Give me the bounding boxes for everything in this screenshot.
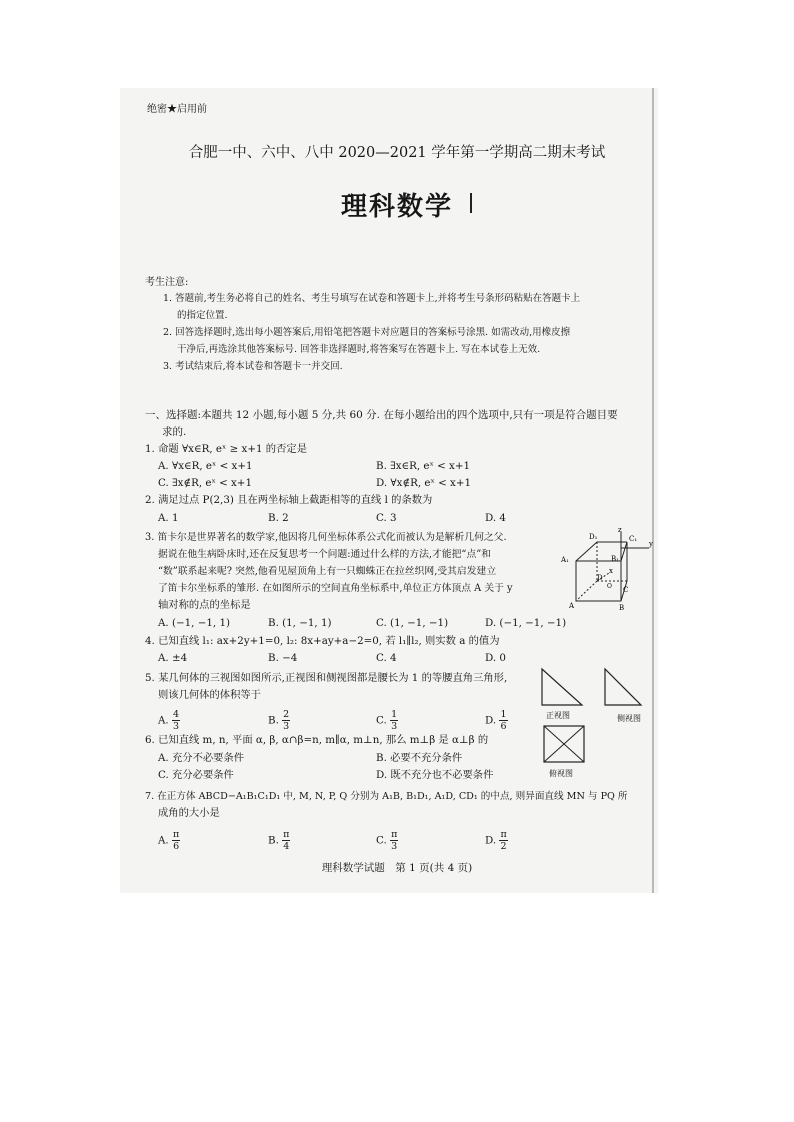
numerator: π bbox=[283, 829, 290, 840]
denominator: 3 bbox=[283, 721, 290, 732]
q3-option-a: A. (−1, −1, 1) bbox=[158, 617, 231, 629]
q2-stem: 2. 满足过点 P(2,3) 且在两坐标轴上截距相等的直线 l 的条数为 bbox=[145, 494, 433, 506]
section-heading: 一、选择题:本题共 12 小题,每小题 5 分,共 60 分. 在每小题给出的四个选项中,只有一项是符合题目要 bbox=[145, 409, 618, 421]
q3-option-d: D. (−1, −1, −1) bbox=[485, 617, 567, 629]
q4-option-b: B. −4 bbox=[268, 652, 298, 664]
q2-option-d: D. 4 bbox=[485, 512, 506, 524]
q3-cube-figure bbox=[555, 526, 655, 612]
note-line: 2. 回答选择题时,选出每小题答案后,用铅笔把答题卡对应题目的答案标号涂黑. 如需改动,用橡皮擦 bbox=[163, 327, 571, 338]
q4-stem: 4. 已知直线 l₁: ax+2y+1=0, l₂: 8x+ay+a−2=0, 若 l₁∥l₂, 则实数 a 的值为 bbox=[145, 635, 500, 647]
numerator: 2 bbox=[283, 709, 290, 720]
denominator: 3 bbox=[173, 721, 180, 732]
exam-title: 合肥一中、六中、八中 2020—2021 学年第一学期高二期末考试 bbox=[188, 145, 606, 161]
vertex-label-d1: D₁ bbox=[589, 533, 598, 541]
note-line: 的指定位置. bbox=[177, 310, 228, 321]
q7-option-a bbox=[158, 829, 180, 852]
denominator: 3 bbox=[391, 841, 398, 852]
q4-option-a: A. ±4 bbox=[158, 652, 188, 664]
denominator: 3 bbox=[391, 721, 398, 732]
q5-side-view-figure bbox=[603, 667, 643, 707]
q7-option-b-label: B. bbox=[268, 834, 279, 847]
q5-option-b-fraction bbox=[282, 709, 290, 732]
q7-option-c-label: C. bbox=[376, 834, 387, 847]
q7-option-d-label: D. bbox=[485, 834, 497, 847]
q5-option-a bbox=[158, 709, 180, 732]
confidential-label: 绝密★启用前 bbox=[147, 104, 207, 115]
q6-option-d: D. 既不充分也不必要条件 bbox=[376, 769, 494, 781]
q5-top-view-figure bbox=[542, 724, 586, 764]
page-footer: 理科数学试题 第 1 页(共 4 页) bbox=[321, 862, 473, 874]
q5-option-a-label: A. bbox=[158, 714, 169, 727]
q4-option-d: D. 0 bbox=[485, 652, 506, 664]
q7-option-a-fraction bbox=[172, 829, 180, 852]
q6-option-a: A. 充分不必要条件 bbox=[158, 752, 245, 764]
q7-stem-line: 成角的大小是 bbox=[158, 807, 220, 819]
vertex-label-b1: B₁ bbox=[611, 555, 619, 563]
q5-option-b-label: B. bbox=[268, 714, 279, 727]
q5-option-d bbox=[485, 709, 508, 732]
q1-stem: 1. 命题 ∀x∈R, eˣ ≥ x+1 的否定是 bbox=[145, 443, 307, 455]
q7-option-c bbox=[376, 829, 398, 852]
vertex-label-c1: C₁ bbox=[629, 535, 638, 543]
q2-option-a: A. 1 bbox=[158, 512, 179, 524]
q7-stem-line: 7. 在正方体 ABCD−A₁B₁C₁D₁ 中, M, N, P, Q 分别为 A₁B, B₁D₁, A₁D, CD₁ 的中点, 则异面直线 MN 与 PQ 所 bbox=[145, 791, 628, 802]
q2-option-b: B. 2 bbox=[268, 512, 289, 524]
q5-stem-line: 则该几何体的体积等于 bbox=[158, 689, 261, 701]
axis-label-x: x bbox=[609, 567, 613, 575]
note-line: 1. 答题前,考生务必将自己的姓名、考生号填写在试卷和答题卡上,并将考生号条形码粘贴在答题卡上 bbox=[163, 293, 581, 304]
note-line: 干净后,再选涂其他答案标号. 回答非选择题时,将答案写在答题卡上. 写在本试卷上无效. bbox=[177, 344, 541, 355]
numerator: π bbox=[173, 829, 180, 840]
axis-label-y: y bbox=[649, 540, 653, 548]
q5-stem-line: 5. 某几何体的三视图如图所示,正视图和侧视图都是腰长为 1 的等腰直角三角形, bbox=[145, 672, 508, 684]
q7-option-d bbox=[485, 829, 508, 852]
q1-option-b: B. ∃x∈R, eˣ < x+1 bbox=[376, 460, 471, 472]
denominator: 2 bbox=[500, 841, 507, 852]
q7-option-c-fraction bbox=[390, 829, 398, 852]
q3-option-b: B. (1, −1, 1) bbox=[268, 617, 332, 629]
vertex-label-a1: A₁ bbox=[561, 556, 569, 564]
q5-option-c-fraction bbox=[390, 709, 398, 732]
q5-option-c bbox=[376, 709, 398, 732]
section-heading-cont: 求的. bbox=[162, 426, 187, 438]
q1-option-a: A. ∀x∈R, eˣ < x+1 bbox=[158, 460, 253, 472]
vertex-label-a: A bbox=[569, 602, 575, 610]
q6-option-b: B. 必要不充分条件 bbox=[376, 752, 463, 764]
numerator: 4 bbox=[173, 709, 180, 720]
top-view-label: 俯视图 bbox=[549, 769, 573, 778]
q3-option-c: C. (1, −1, −1) bbox=[376, 617, 449, 629]
numerator: π bbox=[391, 829, 398, 840]
q7-option-d-fraction bbox=[499, 829, 507, 852]
vertex-label-c: C bbox=[623, 586, 629, 594]
denominator: 6 bbox=[500, 721, 507, 732]
vertex-label-d: D bbox=[597, 574, 603, 582]
axis-label-z: z bbox=[618, 526, 622, 534]
front-view-label: 正视图 bbox=[546, 711, 570, 720]
q3-stem-line: 据说在他生病卧床时,还在反复思考一个问题:通过什么样的方法,才能把“点”和 bbox=[158, 549, 492, 560]
q5-option-b bbox=[268, 709, 290, 732]
q3-stem-line: 3. 笛卡尔是世界著名的数学家,他因将几何坐标体系公式化而被认为是解析几何之父. bbox=[145, 532, 507, 543]
q1-option-d: D. ∀x∉R, eˣ < x+1 bbox=[376, 477, 471, 489]
q7-option-b-fraction bbox=[282, 829, 290, 852]
q5-option-c-label: C. bbox=[376, 714, 387, 727]
q2-option-c: C. 3 bbox=[376, 512, 397, 524]
q6-option-c: C. 充分必要条件 bbox=[158, 769, 234, 781]
q3-stem-line: 了笛卡尔坐标系的雏形. 在如图所示的空间直角坐标系中,单位正方体顶点 A 关于 y bbox=[158, 583, 513, 594]
side-view-label: 侧视图 bbox=[617, 714, 641, 723]
pen-mark bbox=[470, 193, 472, 213]
q7-option-a-label: A. bbox=[158, 834, 169, 847]
q1-option-c: C. ∃x∉R, eˣ < x+1 bbox=[158, 477, 252, 489]
q6-stem: 6. 已知直线 m, n, 平面 α, β, α∩β=n, m∥α, m⊥n, 那么 m⊥β 是 α⊥β 的 bbox=[145, 734, 489, 746]
q4-option-c: C. 4 bbox=[376, 652, 397, 664]
numerator: π bbox=[500, 829, 507, 840]
q3-stem-line: 轴对称的点的坐标是 bbox=[158, 599, 251, 611]
notes-title: 考生注意: bbox=[145, 277, 189, 288]
q5-option-d-fraction bbox=[499, 709, 507, 732]
numerator: 1 bbox=[500, 709, 507, 720]
q5-option-a-fraction bbox=[172, 709, 180, 732]
denominator: 6 bbox=[173, 841, 180, 852]
denominator: 4 bbox=[283, 841, 290, 852]
q5-option-d-label: D. bbox=[485, 714, 497, 727]
subject-title: 理科数学 bbox=[340, 192, 453, 222]
q7-option-b bbox=[268, 829, 290, 852]
origin-label: O bbox=[607, 583, 612, 590]
numerator: 1 bbox=[391, 709, 398, 720]
q3-stem-line: “数”联系起来呢? 突然,他看见屋顶角上有一只蜘蛛正在拉丝织网,受其启发建立 bbox=[158, 566, 497, 577]
note-line: 3. 考试结束后,将本试卷和答题卡一并交回. bbox=[163, 361, 343, 372]
vertex-label-b: B bbox=[619, 604, 625, 612]
q5-front-view-figure bbox=[540, 667, 586, 707]
